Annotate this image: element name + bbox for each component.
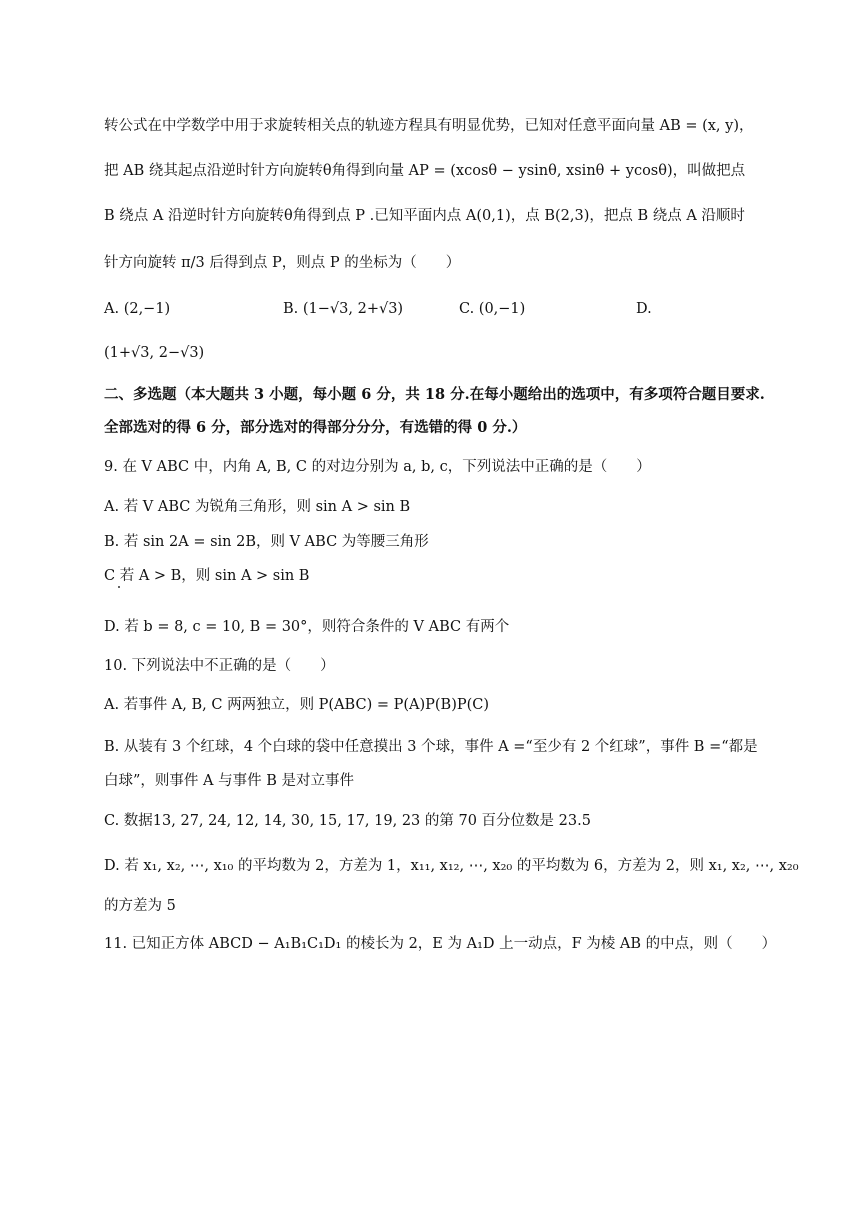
problem8-line2: 把 AB 绕其起点沿逆时针方向旋转θ角得到向量 AP = (xcosθ − ysinθ, xsinθ + ycosθ)，叫做把点: [104, 163, 746, 179]
problem8-option-b: B. (1−√3, 2+√3): [283, 301, 404, 317]
problem11-stem: 11. 已知正方体 ABCD − A₁B₁C₁D₁ 的棱长为 2，E 为 A₁D 上一动点，F 为棱 AB 的中点，则（ ）: [104, 936, 777, 952]
problem8-option-a: A. (2,−1): [104, 301, 171, 317]
problem9-option-d: D. 若 b = 8, c = 10, B = 30°，则符合条件的 V ABC 有两个: [104, 619, 510, 635]
section-heading-line1: 二、多选题（本大题共 3 小题，每小题 6 分，共 18 分.在每小题给出的选项中，有多项符合题目要求.: [104, 386, 765, 403]
problem9-option-c: C 若 A > B，则 sin A > sin B: [104, 568, 310, 584]
problem8-line4: 针方向旋转 π/3 后得到点 P，则点 P 的坐标为（ ）: [104, 255, 461, 271]
problem8-option-d-label: D.: [636, 301, 652, 317]
problem10-stem: 10. 下列说法中不正确的是（ ）: [104, 658, 335, 674]
section-heading-line2: 全部选对的得 6 分，部分选对的得部分分分，有选错的得 0 分.）: [104, 419, 527, 436]
problem8-option-c: C. (0,−1): [459, 301, 526, 317]
stray-dot: [118, 586, 120, 588]
problem9-option-b: B. 若 sin 2A = sin 2B，则 V ABC 为等腰三角形: [104, 534, 429, 550]
problem10-option-a: A. 若事件 A, B, C 两两独立，则 P(ABC) = P(A)P(B)P(C): [104, 697, 490, 713]
problem10-option-d-line2: 的方差为 5: [104, 898, 176, 914]
problem8-option-d-value: (1+√3, 2−√3): [104, 345, 205, 361]
problem9-stem: 9. 在 V ABC 中，内角 A, B, C 的对边分别为 a, b, c，下列说法中正确的是（ ）: [104, 459, 651, 475]
problem10-option-d-line1: D. 若 x₁, x₂, ⋯, x₁₀ 的平均数为 2，方差为 1，x₁₁, x₁₂, ⋯, x₂₀ 的平均数为 6，方差为 2，则 x₁, x₂, ⋯, x₂₀: [104, 858, 799, 874]
problem10-option-b-line2: 白球”，则事件 A 与事件 B 是对立事件: [104, 773, 354, 789]
problem9-option-a: A. 若 V ABC 为锐角三角形，则 sin A > sin B: [104, 499, 411, 515]
problem10-option-b-line1: B. 从装有 3 个红球，4 个白球的袋中任意摸出 3 个球，事件 A =“至少有 2 个红球”，事件 B =“都是: [104, 739, 758, 755]
problem10-option-c: C. 数据13, 27, 24, 12, 14, 30, 15, 17, 19, 23 的第 70 百分位数是 23.5: [104, 813, 591, 829]
problem8-line3: B 绕点 A 沿逆时针方向旋转θ角得到点 P .已知平面内点 A(0,1)，点 B(2,3)，把点 B 绕点 A 沿顺时: [104, 208, 745, 224]
problem8-line1: 转公式在中学数学中用于求旋转相关点的轨迹方程具有明显优势，已知对任意平面向量 AB = (x, y)，: [104, 118, 754, 134]
